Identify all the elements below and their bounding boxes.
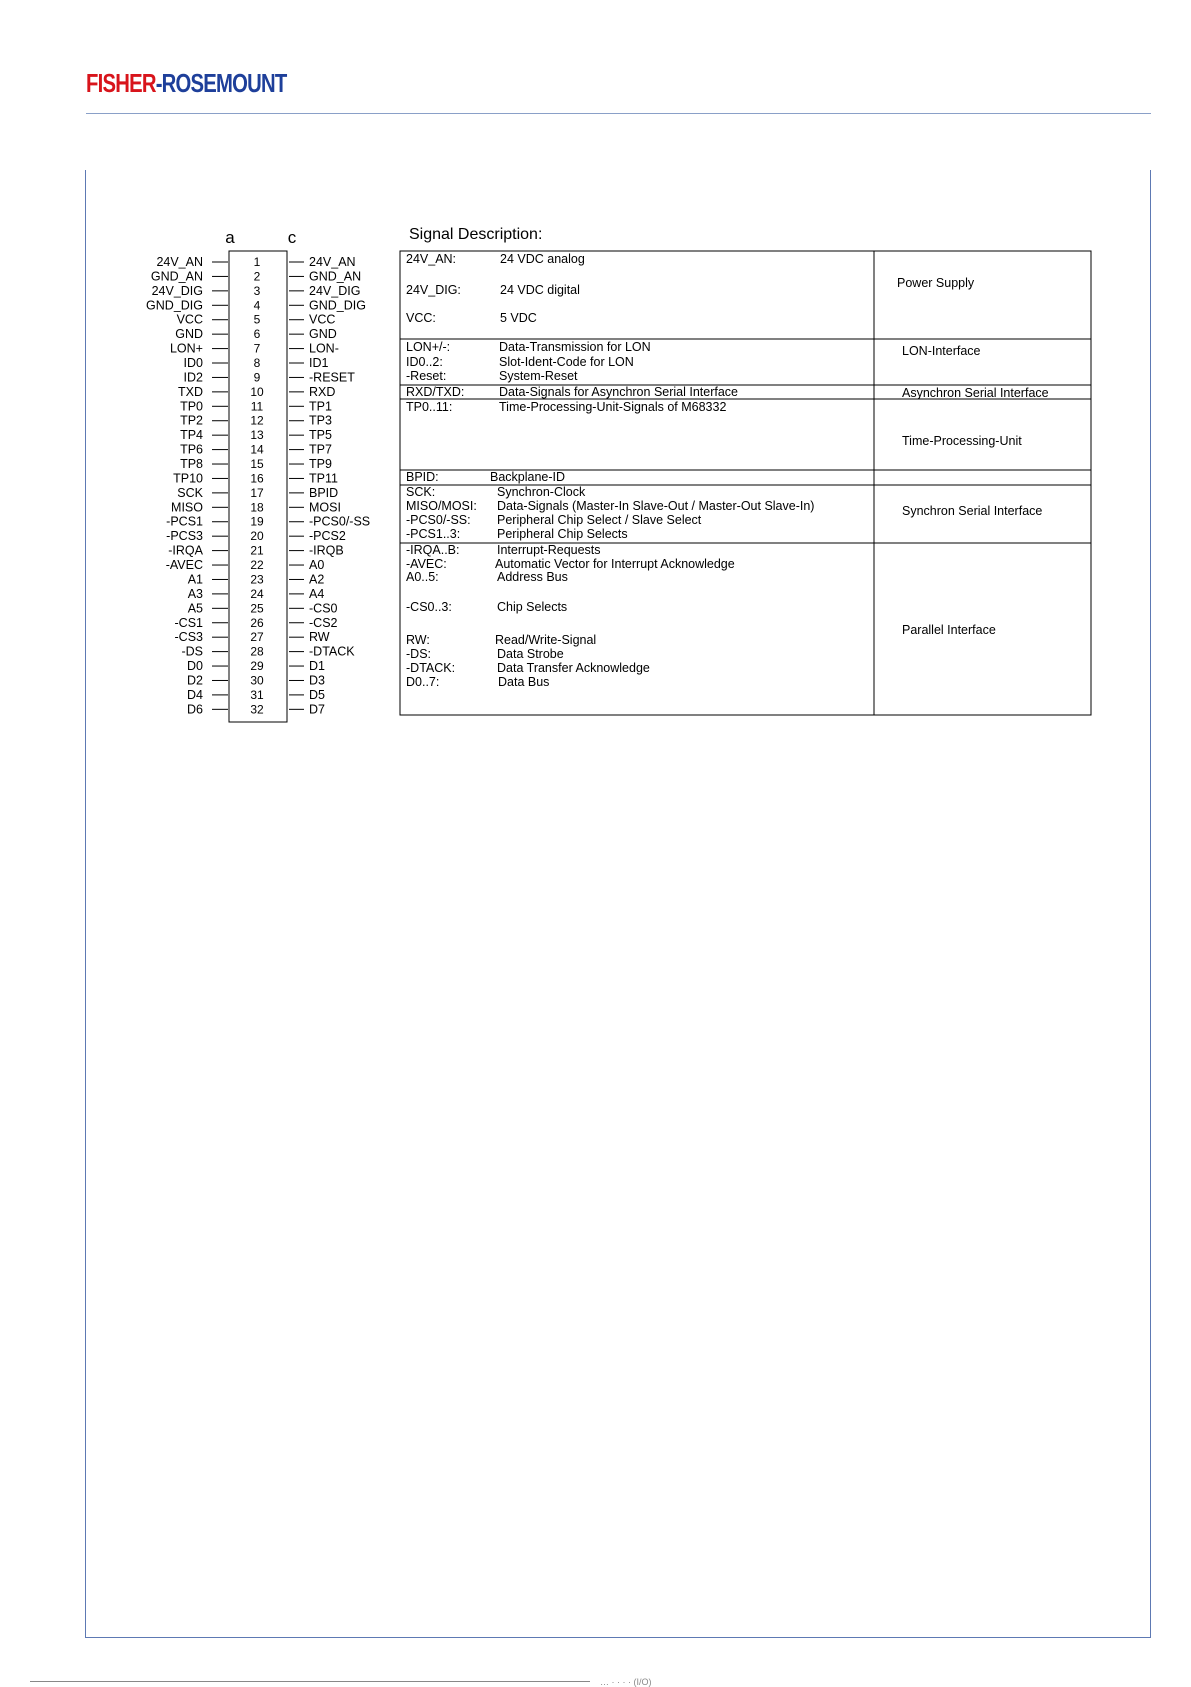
pin-row — [166, 515, 370, 529]
signal-description-row — [406, 527, 628, 541]
pin-label-c: D3 — [309, 673, 325, 688]
signal-description: 5 VDC — [500, 311, 537, 325]
pin-number: 31 — [250, 687, 264, 702]
pin-number: 7 — [253, 341, 261, 356]
pin-number: 24 — [250, 586, 264, 601]
signal-description: Slot-Ident-Code for LON — [499, 355, 634, 369]
pin-number: 18 — [250, 500, 264, 515]
pin-row — [175, 630, 330, 644]
signal-description-title: Signal Description: — [409, 226, 543, 243]
pin-number: 11 — [250, 399, 264, 414]
pin-number: 27 — [250, 630, 264, 645]
signal-description-row — [406, 355, 634, 369]
signal-group-label: Power Supply — [897, 276, 975, 290]
logo-part-rosemount: -ROSEMOUNT — [155, 68, 287, 98]
pin-number: 32 — [250, 702, 264, 717]
signal-name: ID0..2: — [406, 355, 443, 369]
pin-number: 14 — [250, 442, 264, 457]
pin-label-a: TP4 — [180, 428, 203, 443]
signal-description: Data Bus — [498, 675, 550, 689]
pin-label-c: -PCS2 — [309, 529, 346, 544]
signal-description: 24 VDC digital — [500, 283, 580, 297]
signal-name: VCC: — [406, 311, 436, 325]
pin-row — [184, 356, 329, 370]
signal-description: Address Bus — [497, 570, 568, 584]
pin-label-a: -CS1 — [174, 615, 203, 630]
signal-description: Time-Processing-Unit-Signals of M68332 — [499, 400, 727, 414]
pin-label-c: MOSI — [309, 500, 341, 515]
pin-row — [170, 342, 339, 356]
pin-row — [166, 558, 325, 572]
pin-row — [168, 544, 343, 558]
signal-description-row — [406, 340, 651, 354]
signal-name: -IRQA..B: — [406, 543, 460, 557]
pin-number: 29 — [250, 659, 264, 674]
pin-label-a: -CS3 — [174, 630, 203, 645]
signal-description-row — [406, 570, 568, 584]
signal-description-row — [406, 252, 585, 266]
pin-number: 25 — [250, 601, 264, 616]
pin-label-c: GND — [309, 327, 337, 342]
pin-label-c: -DTACK — [309, 644, 355, 659]
pin-label-a: TP10 — [173, 471, 203, 486]
signal-name: BPID: — [406, 470, 439, 484]
pin-label-a: TP6 — [180, 442, 203, 457]
pin-row — [152, 284, 361, 298]
pin-label-a: A3 — [187, 586, 203, 601]
pin-label-c: TP7 — [309, 442, 332, 457]
pin-label-a: 24V_AN — [156, 255, 203, 269]
pin-label-a: -IRQA — [168, 543, 203, 558]
pin-label-a: A5 — [187, 601, 203, 616]
signal-description: Data-Signals (Master-In Slave-Out / Master-Out Slave-In) — [497, 499, 815, 513]
signal-description-row — [406, 661, 650, 675]
signal-name: D0..7: — [406, 675, 440, 689]
signal-name: SCK: — [406, 485, 436, 499]
pin-label-a: GND_AN — [150, 269, 203, 284]
signal-description: Data-Signals for Asynchron Serial Interface — [499, 385, 739, 399]
pin-row — [181, 645, 355, 659]
pin-label-a: -PCS3 — [166, 529, 203, 544]
pin-label-a: A1 — [187, 572, 203, 587]
pin-label-c: 24V_DIG — [309, 283, 361, 298]
pin-label-c: A4 — [309, 586, 325, 601]
pin-label-c: D5 — [309, 687, 325, 702]
pin-label-c: A0 — [309, 558, 325, 573]
pin-label-c: -IRQB — [309, 543, 344, 558]
logo-part-fisher: FISHER — [86, 68, 156, 98]
signal-description: Read/Write-Signal — [495, 633, 597, 647]
pin-label-c: -CS2 — [309, 615, 338, 630]
pin-label-c: TP11 — [309, 471, 338, 486]
signal-description-row — [406, 600, 567, 614]
pin-label-a: -AVEC — [165, 558, 203, 573]
pin-rows — [146, 255, 370, 716]
signal-description: Peripheral Chip Selects — [497, 527, 628, 541]
pin-number: 26 — [250, 615, 264, 630]
signal-description: Automatic Vector for Interrupt Acknowledge — [495, 557, 735, 571]
signal-name: TP0..11: — [406, 400, 453, 414]
signal-name: 24V_DIG: — [406, 283, 461, 297]
pin-number: 2 — [253, 269, 261, 284]
signal-description: Peripheral Chip Select / Slave Select — [497, 513, 702, 527]
signal-description: Data-Transmission for LON — [499, 340, 651, 354]
pin-label-c: GND_DIG — [309, 298, 366, 313]
signal-description-row — [406, 499, 814, 513]
signal-name: LON+/-: — [406, 340, 451, 354]
signal-name: RXD/TXD: — [406, 385, 465, 399]
signal-group-labels — [897, 276, 1049, 637]
pin-row — [187, 702, 325, 716]
pin-number: 20 — [250, 529, 264, 544]
pin-label-a: D6 — [187, 702, 203, 717]
pin-number: 6 — [253, 327, 261, 342]
pin-label-a: TXD — [178, 384, 203, 399]
pin-label-c: VCC — [309, 312, 336, 327]
pin-row — [180, 443, 332, 457]
pin-number: 28 — [250, 644, 264, 659]
signal-description-row — [406, 633, 596, 647]
pin-label-c: D1 — [309, 659, 325, 674]
signal-description-row — [406, 369, 578, 383]
pin-number: 10 — [250, 384, 264, 399]
pin-label-c: -RESET — [309, 370, 355, 385]
pin-number: 13 — [250, 428, 264, 443]
pin-label-a: 24V_DIG — [151, 283, 203, 298]
pin-label-a: -DS — [181, 644, 203, 659]
signal-description-row — [406, 385, 738, 399]
pin-label-c: A2 — [309, 572, 325, 587]
signal-description: Chip Selects — [497, 600, 568, 614]
connector-pinout-diagram — [0, 0, 1191, 760]
pin-row — [146, 298, 366, 312]
signal-name: -CS0..3: — [406, 600, 452, 614]
pin-number: 21 — [250, 543, 264, 558]
pin-number: 1 — [253, 255, 261, 269]
pin-row — [178, 385, 335, 399]
signal-group-label: Parallel Interface — [902, 623, 996, 637]
pin-number: 12 — [250, 413, 264, 428]
pin-row — [188, 572, 325, 586]
pin-row — [151, 269, 361, 283]
pin-label-c: GND_AN — [309, 269, 362, 284]
pin-label-c: TP3 — [309, 413, 332, 428]
pin-label-a: MISO — [171, 500, 203, 515]
signal-description: Synchron-Clock — [497, 485, 586, 499]
signal-description-row — [406, 311, 537, 325]
pin-label-c: TP1 — [309, 399, 332, 414]
pin-label-a: -PCS1 — [166, 514, 203, 529]
pin-row — [180, 457, 332, 471]
signal-description: Data Strobe — [497, 647, 564, 661]
signal-description-row — [406, 485, 586, 499]
pin-label-a: GND_DIG — [146, 298, 203, 313]
signal-name: -DS: — [406, 647, 431, 661]
signal-description: System-Reset — [499, 369, 578, 383]
signal-name: A0..5: — [406, 570, 439, 584]
pin-label-a: D4 — [187, 687, 203, 702]
column-c-label: c — [287, 228, 297, 247]
pin-number: 16 — [250, 471, 264, 486]
signal-group-label: LON-Interface — [902, 344, 981, 358]
pin-row — [177, 486, 338, 500]
pin-number: 9 — [253, 370, 261, 385]
pin-row — [180, 399, 332, 413]
signal-name: -DTACK: — [406, 661, 456, 675]
pin-label-a: TP0 — [180, 399, 203, 414]
signal-group-label: Time-Processing-Unit — [902, 434, 1022, 448]
signal-name: -PCS0/-SS: — [406, 513, 471, 527]
pin-label-a: GND — [175, 327, 203, 342]
pin-label-a: ID2 — [183, 370, 203, 385]
pin-number: 19 — [250, 514, 264, 529]
signal-description-row — [406, 675, 549, 689]
pin-row — [180, 428, 332, 442]
pin-label-a: SCK — [177, 485, 203, 500]
signal-description: Backplane-ID — [490, 470, 566, 484]
signal-name: 24V_AN: — [406, 252, 457, 266]
signal-description-row — [406, 647, 564, 661]
pin-label-c: TP5 — [309, 428, 332, 443]
pin-number: 5 — [253, 312, 261, 327]
pin-label-a: TP8 — [180, 457, 203, 472]
frame-bottom-border — [85, 1637, 1151, 1638]
column-a-label: a — [225, 228, 235, 247]
pin-row — [177, 313, 336, 327]
pin-row — [156, 255, 355, 269]
pin-row — [171, 500, 341, 514]
pin-number: 3 — [253, 283, 261, 298]
signal-description-row — [406, 283, 580, 297]
pin-number: 15 — [250, 457, 264, 472]
signal-description-row — [406, 557, 735, 571]
pin-row — [188, 601, 338, 615]
pin-number: 4 — [253, 298, 261, 313]
pin-row — [175, 327, 337, 341]
pin-label-a: TP2 — [180, 413, 203, 428]
pin-row — [187, 688, 325, 702]
pin-label-c: D7 — [309, 702, 325, 717]
signal-description-row — [406, 470, 565, 484]
pin-number: 23 — [250, 572, 264, 587]
pin-label-c: RXD — [309, 384, 336, 399]
pin-label-a: D2 — [187, 673, 203, 688]
pin-number: 17 — [250, 485, 264, 500]
pin-label-a: LON+ — [169, 341, 203, 356]
signal-description: Interrupt-Requests — [497, 543, 601, 557]
signal-description-row — [406, 513, 702, 527]
footer-divider — [30, 1681, 590, 1682]
signal-name: -PCS1..3: — [406, 527, 461, 541]
footer-text: … · · · · (I/O) — [600, 1677, 652, 1687]
signal-group-label: Asynchron Serial Interface — [902, 386, 1049, 400]
signal-description: 24 VDC analog — [500, 252, 585, 266]
pin-row — [187, 673, 325, 687]
signal-name: RW: — [406, 633, 430, 647]
signal-name: -AVEC: — [406, 557, 447, 571]
pin-number: 22 — [250, 558, 264, 573]
signal-name: MISO/MOSI: — [406, 499, 477, 513]
pin-number: 30 — [250, 673, 264, 688]
pin-number: 8 — [253, 356, 261, 371]
pin-row — [175, 616, 338, 630]
signal-description: Data Transfer Acknowledge — [497, 661, 650, 675]
pin-label-c: -PCS0/-SS — [309, 514, 371, 529]
signal-name: -Reset: — [406, 369, 447, 383]
pin-label-a: VCC — [176, 312, 203, 327]
pin-row — [187, 659, 325, 673]
pin-row — [184, 370, 356, 384]
pin-label-c: 24V_AN — [309, 255, 356, 269]
pin-label-c: TP9 — [309, 457, 332, 472]
pin-label-c: RW — [309, 630, 330, 645]
pin-label-c: LON- — [309, 341, 339, 356]
pin-row — [188, 587, 325, 601]
pin-label-a: ID0 — [183, 356, 203, 371]
signal-description-row — [406, 400, 726, 414]
signal-description-row — [406, 543, 601, 557]
pin-row — [180, 414, 332, 428]
pin-label-a: D0 — [187, 659, 203, 674]
pin-label-c: BPID — [309, 485, 339, 500]
pin-row — [173, 471, 338, 485]
pin-label-c: -CS0 — [309, 601, 338, 616]
pin-label-c: ID1 — [309, 356, 329, 371]
pin-row — [166, 529, 346, 543]
signal-group-label: Synchron Serial Interface — [902, 504, 1043, 518]
